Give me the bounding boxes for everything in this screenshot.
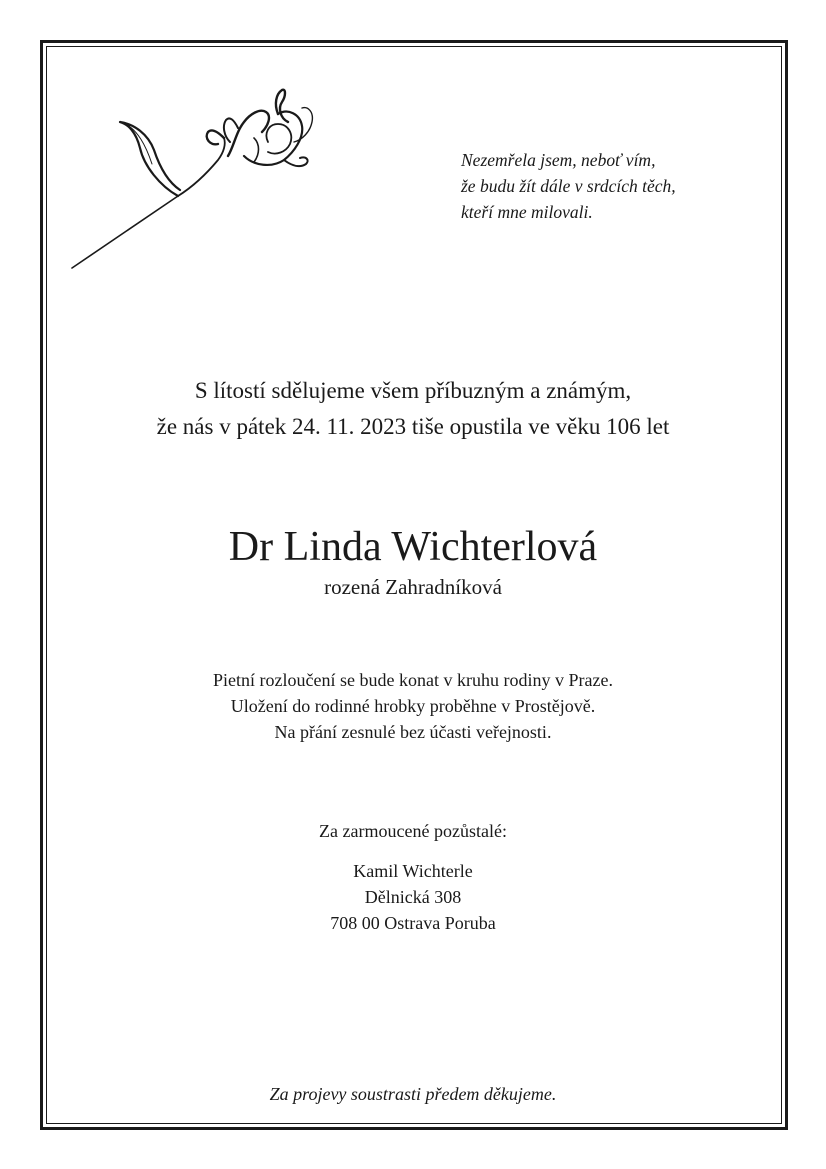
contact-street: Dělnická 308 xyxy=(364,887,462,907)
mourners-contact xyxy=(0,858,826,936)
info-line: Na přání zesnulé bez účasti veřejnosti. xyxy=(274,722,552,742)
rose-line-art-icon xyxy=(68,86,328,276)
ceremony-info xyxy=(0,667,826,745)
announcement xyxy=(0,373,826,445)
motto-line: Nezemřela jsem, neboť vím, xyxy=(461,150,656,170)
info-line: Uložení do rodinné hrobky proběhne v Prostějově. xyxy=(230,696,596,716)
deceased-name: Dr Linda Wichterlová xyxy=(228,524,598,570)
maiden-name: rozená Zahradníková xyxy=(324,575,502,599)
announcement-line: že nás v pátek 24. 11. 2023 tiše opustila ve věku 106 let xyxy=(156,414,670,439)
motto-line: kteří mne milovali. xyxy=(461,202,593,222)
motto-line: že budu žít dále v srdcích těch, xyxy=(461,176,676,196)
motto-quote xyxy=(461,147,761,225)
announcement-line: S lítostí sdělujeme všem příbuzným a známým, xyxy=(194,378,632,403)
info-line: Pietní rozloučení se bude konat v kruhu rodiny v Praze. xyxy=(213,670,613,690)
closing-thanks: Za projevy soustrasti předem děkujeme. xyxy=(269,1084,557,1104)
mourners-label: Za zarmoucené pozůstalé: xyxy=(319,821,507,841)
contact-city: 708 00 Ostrava Poruba xyxy=(330,913,496,933)
contact-name: Kamil Wichterle xyxy=(353,861,473,881)
